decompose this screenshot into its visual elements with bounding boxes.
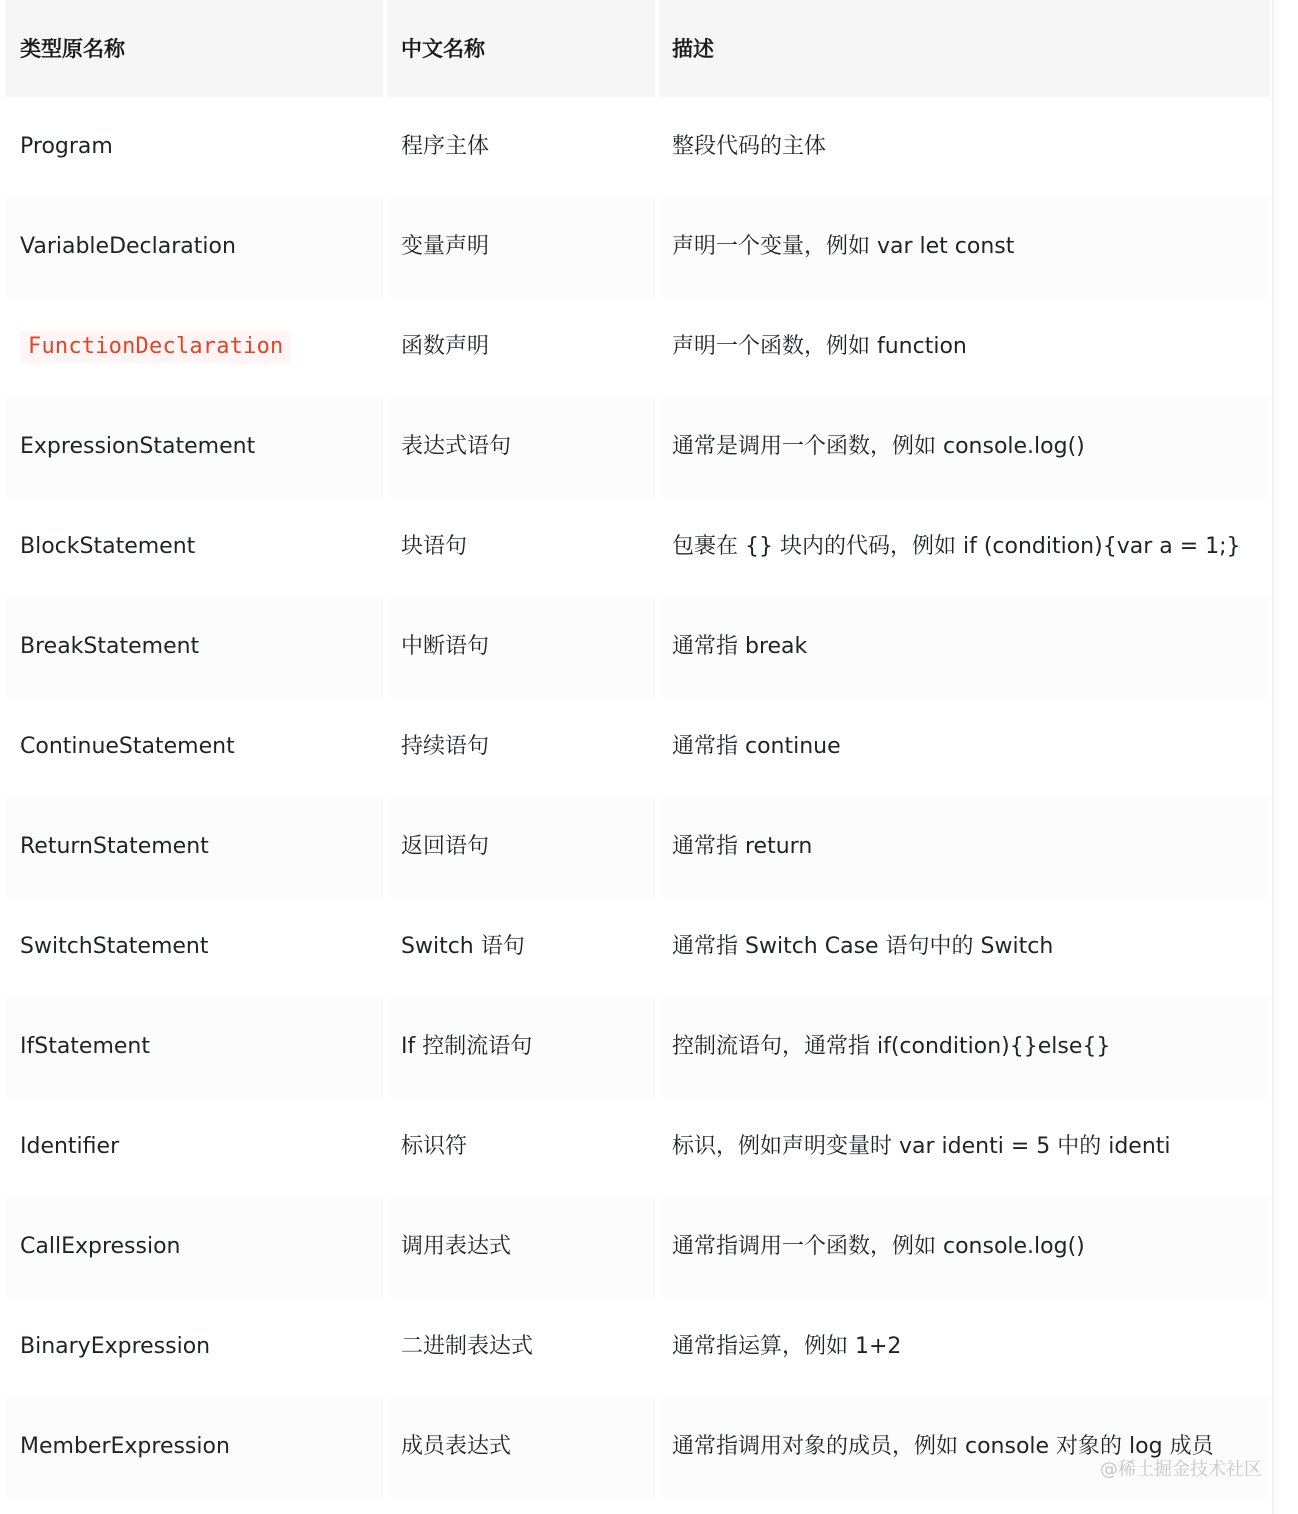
cell-type-name: BreakStatement bbox=[6, 597, 383, 697]
table-row bbox=[6, 397, 1270, 497]
cell-chinese-name: 块语句 bbox=[383, 497, 655, 597]
table-body bbox=[6, 97, 1270, 1497]
table-row bbox=[6, 1397, 1270, 1497]
table-row bbox=[6, 897, 1270, 997]
ast-node-types-table-container bbox=[6, 0, 1270, 1514]
cell-description: 通常指调用一个函数，例如 console.log() bbox=[655, 1197, 1270, 1297]
cell-description: 通常指运算，例如 1+2 bbox=[655, 1297, 1270, 1397]
cell-chinese-name: 程序主体 bbox=[383, 97, 655, 197]
cell-description: 控制流语句，通常指 if(condition){}else{} bbox=[655, 997, 1270, 1097]
cell-type-name: BinaryExpression bbox=[6, 1297, 383, 1397]
table-row bbox=[6, 1297, 1270, 1397]
header-type-name: 类型原名称 bbox=[6, 0, 383, 97]
table-row bbox=[6, 1097, 1270, 1197]
cell-type-name: ExpressionStatement bbox=[6, 397, 383, 497]
cell-type-name: SwitchStatement bbox=[6, 897, 383, 997]
cell-chinese-name: 表达式语句 bbox=[383, 397, 655, 497]
header-description: 描述 bbox=[655, 0, 1270, 97]
cell-description: 通常指调用对象的成员，例如 console 对象的 log 成员 bbox=[655, 1397, 1270, 1497]
cell-chinese-name: 成员表达式 bbox=[383, 1397, 655, 1497]
cell-type-name: BlockStatement bbox=[6, 497, 383, 597]
cell-description: 通常指 return bbox=[655, 797, 1270, 897]
cell-description: 声明一个函数，例如 function bbox=[655, 297, 1270, 397]
cell-type-name: ReturnStatement bbox=[6, 797, 383, 897]
table-row bbox=[6, 797, 1270, 897]
table-row bbox=[6, 997, 1270, 1097]
cell-chinese-name: If 控制流语句 bbox=[383, 997, 655, 1097]
cell-description: 通常指 break bbox=[655, 597, 1270, 697]
table-row bbox=[6, 297, 1270, 397]
cell-chinese-name: 函数声明 bbox=[383, 297, 655, 397]
cell-chinese-name: 二进制表达式 bbox=[383, 1297, 655, 1397]
cell-description: 标识，例如声明变量时 var identi = 5 中的 identi bbox=[655, 1097, 1270, 1197]
watermark: @稀土掘金技术社区 bbox=[1100, 1459, 1262, 1480]
cell-type-name: Program bbox=[6, 97, 383, 197]
table-row bbox=[6, 197, 1270, 297]
cell-type-name: Identifier bbox=[6, 1097, 383, 1197]
cell-type-name: ContinueStatement bbox=[6, 697, 383, 797]
table-row bbox=[6, 1197, 1270, 1297]
table-row bbox=[6, 597, 1270, 697]
inline-code: FunctionDeclaration bbox=[20, 331, 291, 363]
table-header bbox=[6, 0, 1270, 97]
table-row bbox=[6, 697, 1270, 797]
cell-description: 声明一个变量，例如 var let const bbox=[655, 197, 1270, 297]
cell-description: 通常是调用一个函数，例如 console.log() bbox=[655, 397, 1270, 497]
cell-description: 整段代码的主体 bbox=[655, 97, 1270, 197]
cell-type-name: CallExpression bbox=[6, 1197, 383, 1297]
ast-node-types-table bbox=[6, 0, 1270, 1497]
cell-chinese-name: 中断语句 bbox=[383, 597, 655, 697]
cell-type-name: MemberExpression bbox=[6, 1397, 383, 1497]
cell-chinese-name: Switch 语句 bbox=[383, 897, 655, 997]
table-row bbox=[6, 97, 1270, 197]
cell-type-name: VariableDeclaration bbox=[6, 197, 383, 297]
cell-description: 通常指 continue bbox=[655, 697, 1270, 797]
cell-chinese-name: 返回语句 bbox=[383, 797, 655, 897]
table-row bbox=[6, 497, 1270, 597]
header-chinese-name: 中文名称 bbox=[383, 0, 655, 97]
cell-type-name: IfStatement bbox=[6, 997, 383, 1097]
cell-type-name bbox=[6, 297, 383, 397]
right-edge-divider bbox=[1272, 0, 1274, 1514]
cell-chinese-name: 变量声明 bbox=[383, 197, 655, 297]
cell-description: 通常指 Switch Case 语句中的 Switch bbox=[655, 897, 1270, 997]
cell-chinese-name: 调用表达式 bbox=[383, 1197, 655, 1297]
cell-chinese-name: 标识符 bbox=[383, 1097, 655, 1197]
header-row bbox=[6, 0, 1270, 97]
cell-chinese-name: 持续语句 bbox=[383, 697, 655, 797]
cell-description: 包裹在 {} 块内的代码，例如 if (condition){var a = 1;} bbox=[655, 497, 1270, 597]
